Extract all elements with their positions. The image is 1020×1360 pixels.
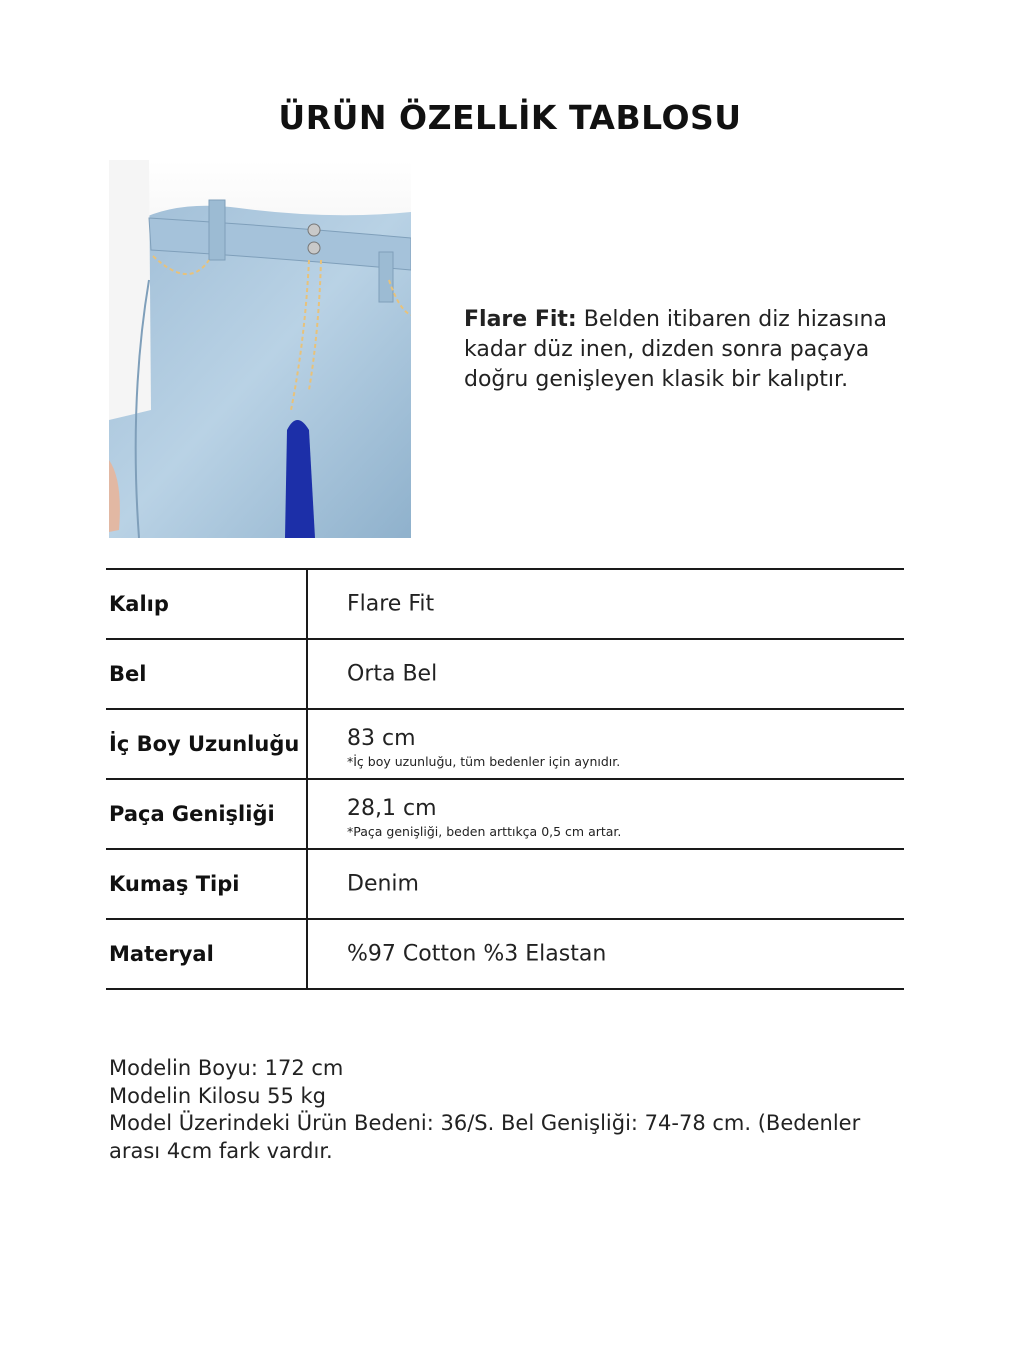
model-height: Modelin Boyu: 172 cm bbox=[109, 1056, 344, 1080]
spec-value: 83 cm bbox=[347, 726, 416, 751]
spec-label: Bel bbox=[109, 662, 147, 686]
spec-row-kumas bbox=[106, 850, 904, 920]
spec-note: *Paça genişliği, beden arttıkça 0,5 cm artar. bbox=[347, 824, 622, 839]
model-size: Model Üzerindeki Ürün Bedeni: 36/S. Bel Genişliği: 74-78 cm. (Bedenler arası 4cm fark vardır. bbox=[109, 1111, 861, 1163]
spec-value: %97 Cotton %3 Elastan bbox=[347, 941, 607, 967]
spec-label: Kumaş Tipi bbox=[109, 872, 240, 896]
spec-row-paca bbox=[106, 780, 904, 850]
spec-label: Kalıp bbox=[109, 592, 169, 616]
spec-row-bel bbox=[106, 640, 904, 710]
spec-table bbox=[106, 568, 904, 990]
spec-note: *İç boy uzunluğu, tüm bedenler için aynıdır. bbox=[347, 754, 621, 769]
spec-label: İç Boy Uzunluğu bbox=[109, 732, 300, 756]
spec-label: Paça Genişliği bbox=[109, 802, 275, 826]
spec-value: Denim bbox=[347, 871, 419, 897]
fit-name: Flare Fit: bbox=[464, 307, 577, 332]
fit-description bbox=[464, 305, 934, 395]
spec-value: Orta Bel bbox=[347, 661, 438, 687]
spec-row-kalip bbox=[106, 570, 904, 640]
spec-value: Flare Fit bbox=[347, 591, 435, 617]
product-photo bbox=[109, 160, 411, 538]
model-info bbox=[109, 1055, 909, 1165]
spec-label: Materyal bbox=[109, 942, 214, 966]
spec-row-ic-boy bbox=[106, 710, 904, 780]
page-title: ÜRÜN ÖZELLİK TABLOSU bbox=[278, 98, 742, 137]
model-weight: Modelin Kilosu 55 kg bbox=[109, 1083, 326, 1108]
jeans-photo-illustration bbox=[109, 160, 411, 538]
spec-row-materyal bbox=[106, 920, 904, 990]
spec-value: 28,1 cm bbox=[347, 796, 437, 821]
fit-text: Belden itibaren diz hizasına kadar düz inen, dizden sonra paçaya doğru genişleyen klasik bir kalıptır. bbox=[464, 307, 887, 392]
